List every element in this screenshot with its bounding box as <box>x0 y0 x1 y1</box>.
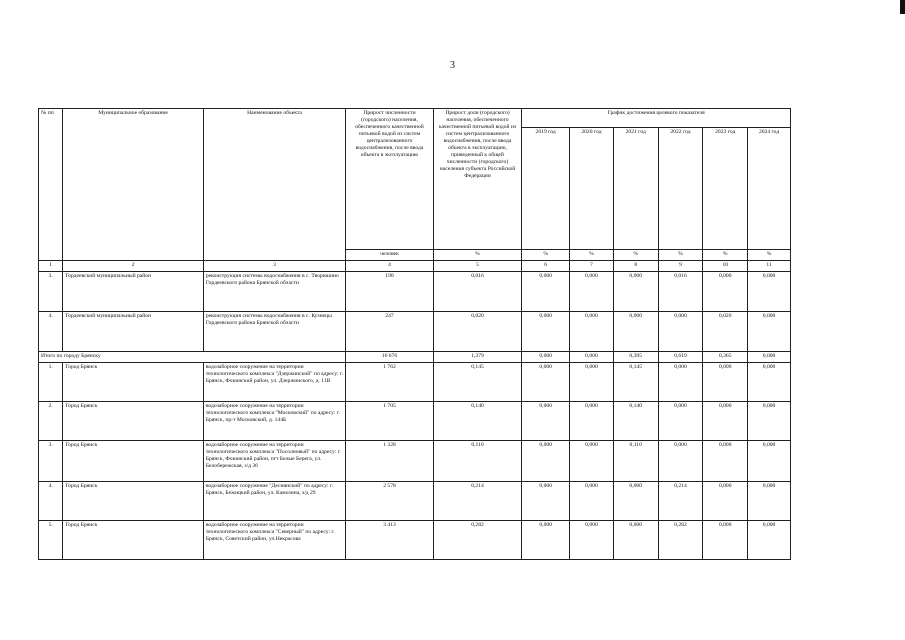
row-year-value: 0,000 <box>522 402 570 441</box>
row-object: водозаборное сооружение на территории технологического комплекса "Северный" по адресу: г. Брянск, Советский район, ул.Некрасова <box>203 521 345 560</box>
unit-cell: человек <box>346 250 434 261</box>
row-municipality: Город Брянск <box>63 482 203 521</box>
row-year-value: 0,000 <box>703 363 748 402</box>
row-year-value: 0,000 <box>570 441 614 482</box>
row-year-value: 0,000 <box>613 272 658 312</box>
row-object: водозаборное сооружение "Деснянский" по адресу: г. Брянск, Бежицкий район, ул. Камозина, з/д 29 <box>203 482 345 521</box>
column-number: 7 <box>570 261 614 272</box>
row-municipality: Город Брянск <box>63 402 203 441</box>
header-schedule: График достижения целевого показателя <box>522 109 791 128</box>
row-count: 1 328 <box>346 441 434 482</box>
row-object: водозаборное сооружение на территории технологического комплекса "Дзержинский" по адресу: г. Брянск, Фокинский район, ул. Дзержинского, д. 11В <box>203 363 345 402</box>
unit-cell: % <box>658 250 703 261</box>
total-label: Итого по городу Брянску <box>39 352 346 363</box>
unit-cell: % <box>522 250 570 261</box>
header-year: 2024 год <box>748 128 791 250</box>
row-year-value: 0,000 <box>703 482 748 521</box>
row-year-value: 0,110 <box>613 441 658 482</box>
row-year-value: 0,000 <box>522 312 570 352</box>
scan-edge-mark <box>900 0 905 14</box>
row-municipality: Гордеевский муниципальный район <box>63 312 203 352</box>
row-no: 3. <box>39 272 63 312</box>
column-number: 10 <box>703 261 748 272</box>
row-share: 0,145 <box>433 363 522 402</box>
row-object: водозаборное сооружение на территории технологического комплекса "Московский" по адресу: г. Брянск, пр-т Московский, д. 144Б <box>203 402 345 441</box>
column-number: 8 <box>613 261 658 272</box>
header-growth-count: Прирост численности (городского) населения, обеспеченного качественной питьевой водой из систем централизованного водоснабжения, после ввода объекта в эксплуатацию <box>346 109 434 250</box>
row-year-value: 0,000 <box>748 402 791 441</box>
row-no: 5. <box>39 521 63 560</box>
row-municipality: Гордеевский муниципальный район <box>63 272 203 312</box>
unit-cell: % <box>748 250 791 261</box>
row-year-value: 0,000 <box>522 482 570 521</box>
row-year-value: 0,000 <box>658 402 703 441</box>
row-year-value: 0,214 <box>658 482 703 521</box>
row-no: 2. <box>39 402 63 441</box>
row-share: 0,282 <box>433 521 522 560</box>
unit-cell: % <box>613 250 658 261</box>
table-row <box>39 441 791 482</box>
table-row <box>39 402 791 441</box>
row-count: 247 <box>346 312 434 352</box>
row-year-value: 0,000 <box>570 482 614 521</box>
total-year-value: 0,395 <box>613 352 658 363</box>
row-year-value: 0,000 <box>522 521 570 560</box>
row-year-value: 0,000 <box>522 272 570 312</box>
row-year-value: 0,000 <box>748 482 791 521</box>
row-municipality: Город Брянск <box>63 363 203 402</box>
row-year-value: 0,000 <box>748 441 791 482</box>
total-year-value: 0,000 <box>522 352 570 363</box>
header-year: 2023 год <box>703 128 748 250</box>
row-year-value: 0,000 <box>748 521 791 560</box>
row-year-value: 0,000 <box>613 312 658 352</box>
row-year-value: 0,145 <box>613 363 658 402</box>
header-growth-share: Прирост доли (городского) населения, обеспеченного качественной питьевой водой из систем централизованного водоснабжения, после ввода объекта в эксплуатацию, приведенный к общей численности (городского) населения субъекта Российской Федерации <box>433 109 522 250</box>
row-count: 3 413 <box>346 521 434 560</box>
table-header-row <box>39 109 791 128</box>
header-year: 2019 год <box>522 128 570 250</box>
table-row <box>39 272 791 312</box>
row-share: 0,140 <box>433 402 522 441</box>
row-share: 0,020 <box>433 312 522 352</box>
row-count: 1 705 <box>346 402 434 441</box>
row-municipality: Город Брянск <box>63 521 203 560</box>
column-number: 9 <box>658 261 703 272</box>
row-year-value: 0,000 <box>570 272 614 312</box>
row-no: 4. <box>39 312 63 352</box>
table-row <box>39 363 791 402</box>
row-year-value: 0,020 <box>703 312 748 352</box>
unit-cell: % <box>433 250 522 261</box>
row-no: 1. <box>39 363 63 402</box>
row-year-value: 0,000 <box>748 272 791 312</box>
target-indicator-table <box>38 108 791 560</box>
header-no: № пп <box>39 109 63 261</box>
total-year-value: 0,000 <box>570 352 614 363</box>
table-row <box>39 312 791 352</box>
column-number: 5 <box>433 261 522 272</box>
row-object: реконструкция системы водоснабжения в с. Кузнецы Гордеевского района Брянской области <box>203 312 345 352</box>
row-municipality: Город Брянск <box>63 441 203 482</box>
total-year-value: 0,365 <box>703 352 748 363</box>
row-year-value: 0,000 <box>658 363 703 402</box>
row-object: водозаборное сооружение на территории технологического комплекса "Посолновый" по адресу: г. Брянск, Фокинский район, пгт Белые Берега, ул. Белобережская, з/д 36 <box>203 441 345 482</box>
column-number: 1 <box>39 261 63 272</box>
header-municipality: Муниципальное образование <box>63 109 203 261</box>
row-year-value: 0,000 <box>570 521 614 560</box>
row-year-value: 0,000 <box>570 363 614 402</box>
header-year: 2021 год <box>613 128 658 250</box>
total-share: 1,379 <box>433 352 522 363</box>
row-share: 0,214 <box>433 482 522 521</box>
row-year-value: 0,140 <box>613 402 658 441</box>
header-object-name: Наименование объекта <box>203 109 345 261</box>
column-number: 3 <box>203 261 345 272</box>
row-count: 2 578 <box>346 482 434 521</box>
page-number: 3 <box>450 60 455 71</box>
row-year-value: 0,016 <box>658 272 703 312</box>
row-year-value: 0,000 <box>748 363 791 402</box>
column-number: 4 <box>346 261 434 272</box>
row-year-value: 0,000 <box>570 312 614 352</box>
total-row <box>39 352 791 363</box>
column-number-row <box>39 261 791 272</box>
row-year-value: 0,000 <box>658 441 703 482</box>
row-year-value: 0,000 <box>613 482 658 521</box>
unit-cell: % <box>703 250 748 261</box>
row-year-value: 0,000 <box>522 441 570 482</box>
row-share: 0,016 <box>433 272 522 312</box>
column-number: 11 <box>748 261 791 272</box>
row-no: 4. <box>39 482 63 521</box>
total-year-value: 0,000 <box>748 352 791 363</box>
row-year-value: 0,000 <box>658 312 703 352</box>
table-row <box>39 482 791 521</box>
unit-cell: % <box>570 250 614 261</box>
total-count: 16 676 <box>346 352 434 363</box>
row-no: 3. <box>39 441 63 482</box>
row-year-value: 0,000 <box>703 521 748 560</box>
column-number: 2 <box>63 261 203 272</box>
row-year-value: 0,000 <box>703 441 748 482</box>
header-year: 2020 год <box>570 128 614 250</box>
total-year-value: 0,619 <box>658 352 703 363</box>
row-count: 1 762 <box>346 363 434 402</box>
column-number: 6 <box>522 261 570 272</box>
row-year-value: 0,000 <box>703 402 748 441</box>
row-year-value: 0,000 <box>613 521 658 560</box>
row-year-value: 0,000 <box>703 272 748 312</box>
row-year-value: 0,000 <box>570 402 614 441</box>
header-year: 2022 год <box>658 128 703 250</box>
row-object: реконструкция системы водоснабжения в с. Творишино Гордеевского района Брянской области <box>203 272 345 312</box>
row-year-value: 0,000 <box>522 363 570 402</box>
row-count: 190 <box>346 272 434 312</box>
row-year-value: 0,282 <box>658 521 703 560</box>
row-year-value: 0,000 <box>748 312 791 352</box>
row-share: 0,110 <box>433 441 522 482</box>
table-row <box>39 521 791 560</box>
